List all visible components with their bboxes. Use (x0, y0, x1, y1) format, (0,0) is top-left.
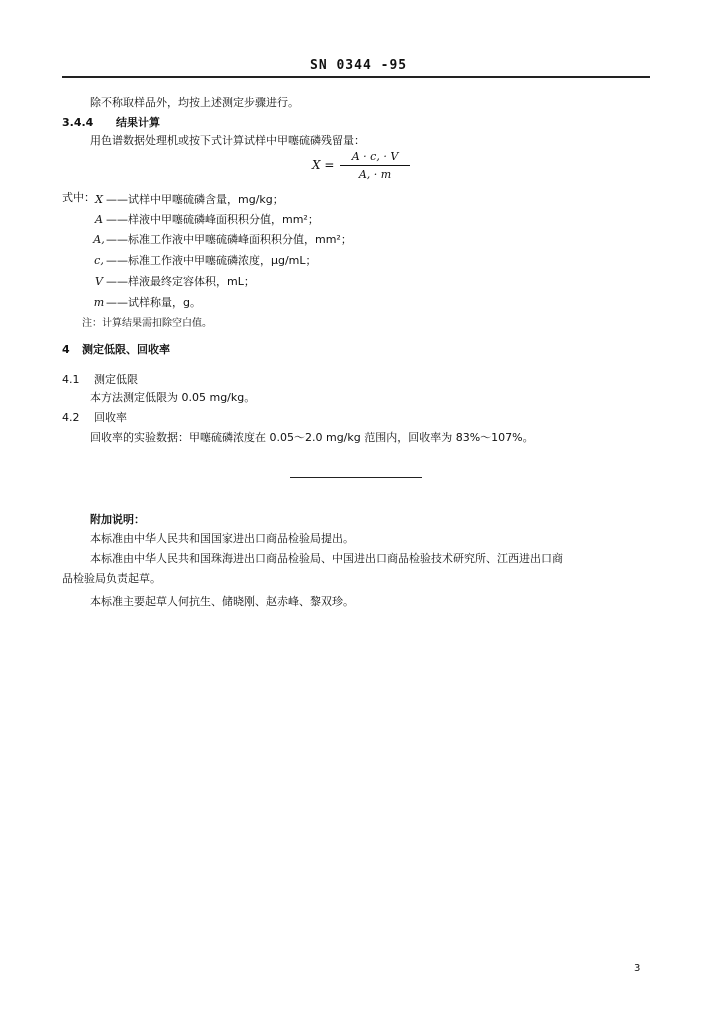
continuation-paragraph: 除不称取样品外，均按上述测定步骤进行。 (90, 96, 299, 109)
definition-symbol: A, (93, 233, 105, 246)
section-4-1-body: 本方法测定低限为 0.05 mg/kg。 (90, 391, 256, 404)
section-4-2-title: 回收率 (94, 411, 127, 424)
definition-text: ——样液中甲噻硫磷峰面积积分值，mm²； (106, 213, 319, 226)
formula-denominator: A, · m (358, 168, 392, 181)
fraction-bar (340, 165, 410, 166)
calculation-note: 注：计算结果需扣除空白值。 (82, 318, 212, 329)
section-4-1-title: 测定低限 (94, 373, 138, 386)
appendix-title: 附加说明： (90, 513, 145, 526)
definition-symbol: X (95, 193, 103, 206)
section-4-number: 4 (62, 343, 70, 356)
definition-item (92, 252, 317, 268)
header-rule (62, 76, 650, 78)
definition-symbol: V (95, 275, 103, 288)
definition-text: ——标准工作液中甲噻硫磷峰面积积分值，mm²； (106, 233, 352, 246)
calculation-intro: 用色谱数据处理机或按下式计算试样中甲噻硫磷残留量： (90, 134, 365, 147)
definitions-intro: 式中： (62, 191, 95, 204)
definition-text: ——试样称量，g。 (106, 296, 201, 309)
definition-item (92, 294, 201, 310)
section-4-2-number: 4.2 (62, 411, 80, 424)
definition-symbol: m (93, 296, 105, 309)
definition-item (92, 191, 284, 207)
formula-lhs: X = (312, 158, 335, 172)
definition-text: ——试样中甲噻硫磷含量，mg/kg； (106, 193, 284, 206)
definition-item (92, 273, 255, 289)
page-number: 3 (634, 963, 641, 974)
end-of-text-rule (290, 477, 422, 478)
definition-item (92, 211, 319, 227)
section-4-title: 测定低限、回收率 (82, 343, 170, 356)
definition-symbol: A (95, 213, 103, 226)
definition-text: ——样液最终定容体积，mL； (106, 275, 255, 288)
definition-item (92, 231, 352, 247)
result-formula (312, 150, 422, 184)
formula-numerator: A · c, · V (351, 150, 399, 163)
definition-text: ——标准工作液中甲噻硫磷浓度，μg/mL； (106, 254, 317, 267)
section-4-2-body: 回收率的实验数据：甲噻硫磷浓度在 0.05～2.0 mg/kg 范围内，回收率为 83%～107%。 (90, 431, 534, 444)
appendix-line-drafters: 本标准由中华人民共和国珠海进出口商品检验局、中国进出口商品检验技术研究所、江西进出口商 (90, 552, 563, 565)
appendix-line-authors: 本标准主要起草人何抗生、储晓刚、赵赤峰、黎双珍。 (90, 595, 354, 608)
section-3-4-4-number: 3.4.4 (62, 116, 94, 129)
section-3-4-4-title: 结果计算 (116, 116, 160, 129)
standard-code-header: SN 0344 -95 (310, 58, 408, 73)
section-4-1-number: 4.1 (62, 373, 80, 386)
appendix-line-drafters-cont: 品检验局负责起草。 (62, 572, 161, 585)
definition-symbol: c, (94, 254, 104, 267)
appendix-line-proposer: 本标准由中华人民共和国国家进出口商品检验局提出。 (90, 532, 354, 545)
